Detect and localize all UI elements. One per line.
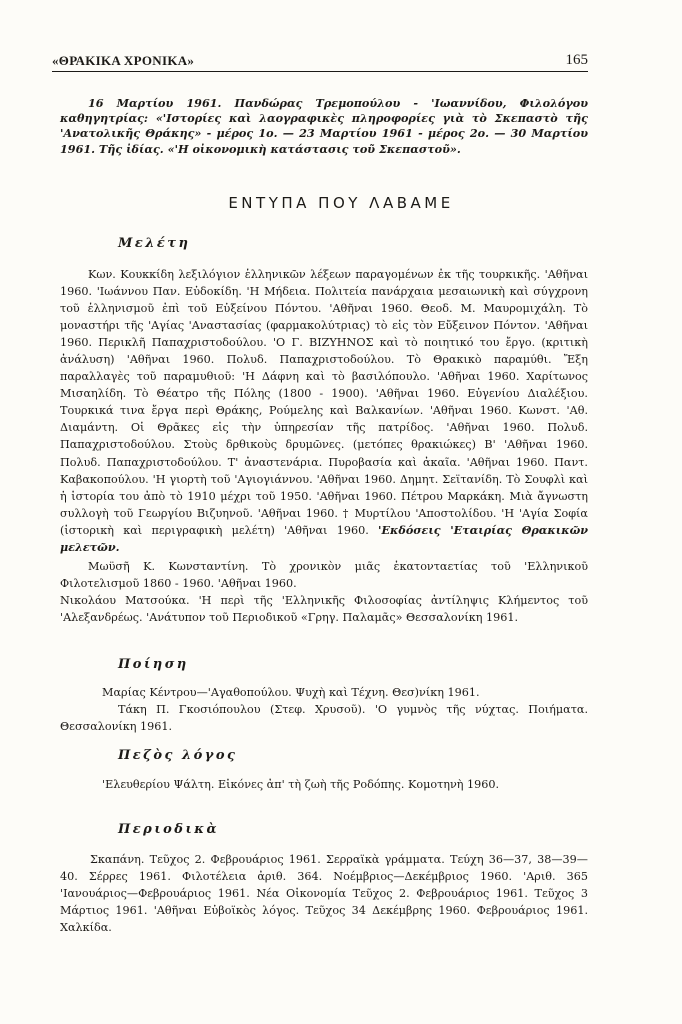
meleti-paragraph-3: Νικολάου Ματσούκα. 'Η περὶ τῆς 'Ελληνικῆς Φιλοσοφίας ἀντίληψις Κλήμεντος τοῦ 'Αλεξανδρέως. 'Ανάτυπον τοῦ Περιοδικοῦ «Γρηγ. Παλαμᾶς» Θεσσαλονίκη 1961. — [60, 594, 588, 625]
periodika-paragraph-1: Σκαπάνη. Τεῦχος 2. Φεβρουάριος 1961. Σερραϊκὰ γράμματα. Τεύχη 36—37, 38—39—40. Σέρρες 1961. Φιλοτέλεια ἀριθ. 364. Νοέμβριος—Δεκέμβριος 1960. 'Αριθ. 365 'Ιανουάριος—Φεβρουάριος 1961. Νέα Οἰκονομία Τεῦχος 2. Φεβρουάριος 1961. Τεῦχος 3 Μάρτιος 1961. 'Αθῆναι Εὐβοϊκὸς λόγος. Τεῦχος 34 Δεκέμβρης 1960. Φεβρουάριος 1961. Χαλκίδα. — [60, 853, 588, 935]
heading-poiisi: Ποίηση — [118, 657, 189, 672]
meleti-text: Κων. Κουκκίδη λεξιλόγιον ἑλληνικῶν λέξεων παραγομένων ἐκ τῆς τουρκικῆς. 'Αθῆναι 1960. 'Ιωάννου Παν. Εὐδοκίδη. 'Η Μήδεια. Πολιτεία πανάρχαια μεσαιωνικὴ καὶ σύγχρονη τοῦ ἑλληνισμοῦ ἐπὶ τοῦ Εὐξείνου Πόντου. 'Αθῆναι 1960. Θεοδ. Μ. Μαυρομιχάλη. Τὸ μοναστήρι τῆς 'Αγίας 'Αναστασίας (φαρμακολύτριας) τὸ εἰς τὸν Εὔξεινον Πόντον. 'Αθῆναι 1960. Περικλῆ Παπαχριστοδούλου. 'Ο Γ. ΒΙΖΥΗΝΟΣ καὶ τὸ ποιητικό του ἔργο. (κριτικὴ ἀνάλυση) 'Αθῆναι 1960. Πολυδ. Παπαχριστοδούλου. Τὸ Θρακικὸ παραμύθι. Ἔξη παραλλαγὲς τοῦ παραμυθιοῦ: 'Η Δάφνη καὶ τὸ βασιλόπουλο. 'Αθῆναι 1960. Χαρίτωνος Μισαηλίδη. Τὸ Θέατρο τῆς Πόλης (1800 - 1900). 'Αθῆναι 1960. Εὐγενίου Διαλέξιου. Τουρκικά τινα ἔργα περὶ Θράκης, Ρούμελης καὶ Βαλκανίων. 'Αθῆναι 1960. Κωνστ. 'Αθ. Διαμάντη. Οἱ Θρᾶκες εἰς τὴν ὑπηρεσίαν τῆς πατρίδος. 'Αθῆναι 1960. Πολυδ. Παπαχριστοδούλου. Στοὺς δρθικοὺς δρυμῶνες. (μετόπες θρακιώκες) Β' 'Αθῆναι 1960. Πολυδ. Παπαχριστοδούλου. Τ' ἀναστενάρια. Πυροβασία καὶ ἀκαῖα. 'Αθῆναι 1960. Παντ. Καβακοπούλου. 'Η γιορτὴ τοῦ 'Αγιογιάννου. 'Αθῆναι 1960. Δημητ. Σεϊτανίδη. Τὸ Σουφλὶ καὶ ἡ ἱστορία του ἀπὸ τὸ 1910 μέχρι τοῦ 1950. 'Αθῆναι 1960. Πέτρου Μαρκάκη. Μιὰ ἄγνωστη συλλογὴ τοῦ Γεωργίου Βιζυηνοῦ. 'Αθῆναι 1960. † Μυρτίλου 'Αποστολίδου. 'Η 'Αγία Σοφία (ἱστορικὴ καὶ περιγραφικὴ μελέτη) 'Αθῆναι 1960. — [60, 268, 588, 537]
meleti-publisher: 'Εκδόσεις 'Εταιρίας Θρακικῶν μελετῶν. — [60, 522, 589, 554]
intro-paragraph: 16 Μαρτίου 1961. Πανδώρας Τρεμοπούλου - 'Ιωαννίδου, Φιλολόγου καθηγητρίας: «'Ιστορίες καὶ λαογραφικὲς πληροφορίες γιὰ τὸ Σκεπαστὸ τῆς 'Ανατολικῆς Θράκης» - μέρος 1ο. — 23 Μαρτίου 1961 - μέρος 2ο. — 30 Μαρτίου 1961. Τῆς ἰδίας. «'Η οἰκονομικὴ κατάστασις τοῦ Σκεπαστοῦ». — [60, 96, 588, 156]
page-number: 165 — [565, 52, 588, 68]
journal-title: «ΘΡΑΚΙΚΑ ΧΡΟΝΙΚΑ» — [52, 53, 195, 68]
running-header — [52, 52, 588, 72]
section-title: ΕΝΤΥΠΑ ΠΟΥ ΛΑΒΑΜΕ — [228, 194, 454, 212]
poiisi-paragraph-1: Μαρίας Κέντρου—'Αγαθοπούλου. Ψυχὴ καὶ Τέχνη. Θεσ)νίκη 1961. — [102, 686, 480, 699]
heading-pezos-logos: Πεζὸς λόγος — [118, 748, 238, 763]
heading-periodika: Περιοδικὰ — [118, 822, 220, 837]
pezos-paragraph-1: 'Ελευθερίου Ψάλτη. Εἰκόνες ἀπ' τὴ ζωὴ τῆς Ροδόπης. Κομοτηνὴ 1960. — [102, 778, 500, 791]
heading-meleti: Μελέτη — [118, 236, 191, 251]
meleti-paragraph-1 — [60, 266, 588, 556]
poiisi-paragraph-2: Τάκη Π. Γκοσιόπουλου (Στεφ. Χρυσοῦ). 'Ο γυμνὸς τῆς νύχτας. Ποιήματα. Θεσσαλονίκη 1961. — [60, 703, 588, 734]
meleti-paragraph-2: Μωϋσῆ Κ. Κωνσταντίνη. Τὸ χρονικὸν μιᾶς ἑκατονταετίας τοῦ 'Ελληνικοῦ Φιλοτελισμοῦ 1860 - 1960. 'Αθῆναι 1960. — [60, 560, 588, 591]
